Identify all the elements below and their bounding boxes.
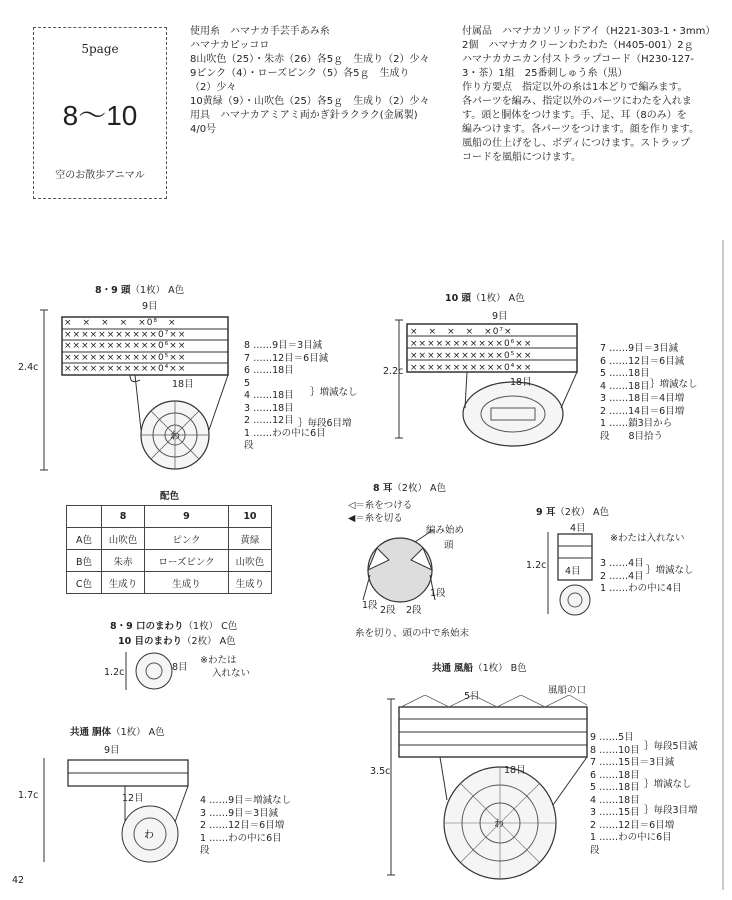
body-mid-label: 12目: [122, 793, 144, 804]
materials-line: 4/0号: [190, 124, 217, 135]
ear9-brace: ｝増減なし: [646, 565, 694, 576]
ear9-heading: 9 耳（2枚） A色: [536, 507, 609, 518]
ear9-size: 1.2c: [526, 560, 547, 571]
stitch-row: ×××××××××××0⁶××: [410, 339, 533, 349]
pattern-number: 8～10: [62, 100, 138, 131]
materials-line: す。頭と胴体をつけます。手、足、耳（8のみ）を: [462, 110, 687, 121]
balloon-row-list: 9 ……5目 8 ……10目 7 ……15目＝3目減 6 ……18目 5 ……18目 4 ……18目 3 ……15目 2 ……12目＝6目増 1 ……わの中に6目 段: [590, 732, 675, 856]
balloon-mid-label: 18目: [504, 765, 526, 776]
body-size: 1.7c: [18, 790, 39, 801]
head10-brace: ｝増減なし: [650, 379, 698, 390]
materials-right: [462, 25, 724, 165]
balloon-brace3: ｝毎段3目増: [644, 805, 698, 816]
color-table: [66, 505, 272, 594]
head89-row-list: 8 ……9目＝3目減 7 ……12目＝6目減 6 ……18目 5 4 ……18目 3 ……18目 2 ……12目 1 ……わの中に6目 段: [244, 340, 329, 451]
materials-line: ハマナカカニカン付ストラップコード（H230-127-: [462, 54, 695, 65]
stitch-row: ×××××××××××0⁶××: [64, 341, 187, 351]
materials-line: 3・茶）1組 25番刺しゅう糸（黒）: [462, 68, 628, 79]
materials-left: [190, 25, 450, 137]
pattern-subtitle: 空のお散歩アニマル: [55, 170, 145, 181]
head89-stitch-rows: [64, 318, 226, 376]
head89-size: 2.4c: [18, 362, 39, 373]
mouth-label: 8目: [172, 662, 188, 673]
page-label: 5page: [81, 42, 119, 56]
ear8-row-1b: 1段: [430, 588, 446, 599]
materials-line: 2個 ハマナカクリーンわたわた（H405-001）2ｇ: [462, 40, 694, 51]
materials-line: ハマナカピッコロ: [190, 40, 270, 51]
head10-stitch-rows: [410, 326, 578, 374]
materials-line: 使用糸 ハマナカ手芸手あみ糸: [190, 26, 330, 37]
head89-heading: 8・9 頭（1枚） A色: [95, 285, 185, 296]
balloon-size: 3.5c: [370, 766, 391, 777]
ear8-legend-attach: ◁＝糸をつける: [348, 500, 413, 511]
mouth-note1: ※わたは: [200, 655, 237, 666]
stitch-row: ×××××××××××0⁷××: [64, 329, 187, 340]
stitch-row: ×××××××××××0⁵××: [64, 352, 187, 363]
materials-line: 付属品 ハマナカソリッドアイ（H221-303-1・3mm）: [462, 26, 716, 37]
body-diagram: [40, 752, 200, 870]
ear8-heading: 8 耳（2枚） A色: [373, 483, 446, 494]
ear9-top-label: 4目: [570, 523, 586, 534]
materials-line: 風船の仕上げをし、ボディにつけます。ストラップ: [462, 138, 690, 149]
stitch-row: ×××××××××××0⁴××: [410, 363, 533, 373]
mouth-size: 1.2c: [104, 667, 125, 678]
materials-line: 作り方要点 指定以外の糸は1本どりで編みます。: [462, 82, 688, 93]
mouth-note2: 入れない: [212, 668, 251, 679]
materials-line: 9ピンク（4）・ローズピンク（5）各5ｇ 生成り: [190, 68, 410, 79]
head89-brace2: ｝毎段6目増: [298, 418, 352, 429]
table-row: 8 9 10: [67, 506, 272, 528]
head89-brace1: ｝増減なし: [310, 387, 358, 398]
ear8-row-1: 1段: [362, 600, 378, 611]
materials-line: 用具 ハマナカアミアミ両かぎ針ラクラク(金属製): [190, 110, 418, 121]
mouth-heading1: 8・9 口のまわり（1枚） C色: [110, 621, 238, 632]
balloon-mouth-label: 風船の口: [548, 685, 587, 696]
table-row: B色 朱赤 ローズピンク 山吹色: [67, 550, 272, 572]
body-top-label: 9目: [104, 745, 120, 756]
ear8-note: 糸を切り、頭の中で糸始末: [355, 628, 470, 639]
mouth-diagram: [120, 648, 180, 694]
head89-top-label: 9目: [142, 301, 158, 312]
head10-size: 2.2c: [383, 366, 404, 377]
stitch-row: × × × × ×0⁷×: [410, 327, 513, 337]
stitch-row: ×××××××××××0⁵××: [410, 351, 533, 361]
page-number: 42: [12, 875, 25, 886]
materials-line: 10黄緑（9）・山吹色（25）各5ｇ 生成り（2）少々: [190, 96, 430, 107]
head10-heading: 10 頭（1枚） A色: [445, 293, 525, 304]
ear8-legend-cut: ◀＝糸を切る: [348, 513, 403, 524]
ear8-row-2b: 2段: [406, 605, 422, 616]
body-heading: 共通 胴体（1枚） A色: [70, 727, 165, 738]
title-box: [33, 27, 167, 199]
stitch-row: × × × × ×0⁸ ×: [64, 318, 177, 328]
ear8-label-start: 編み始め: [426, 525, 465, 536]
materials-line: 各パーツを編み、指定以外のパーツにわたを入れま: [462, 96, 692, 107]
stitch-row: ×××××××××××0⁴××: [64, 364, 187, 374]
materials-line: コードを風船につけます。: [462, 152, 581, 163]
body-row-list: 4 ……9目＝増減なし 3 ……9目＝3目減 2 ……12目＝6目増 1 ……わの中に6目 段: [200, 795, 292, 856]
ear9-row-list: 3 ……4目 2 ……4目 1 ……わの中に4目: [600, 558, 682, 594]
head10-top-label: 9目: [492, 311, 508, 322]
page-edge-stripe: [722, 240, 724, 890]
head89-mid-label: 18目: [172, 379, 194, 390]
head10-mid-label: 18目: [510, 377, 532, 388]
ear9-note: ※わたは入れない: [610, 533, 685, 544]
mouth-heading2: 10 目のまわり（2枚） A色: [118, 636, 236, 647]
svg-text:わ: わ: [144, 830, 154, 841]
balloon-top-label: 5目: [464, 691, 480, 702]
table-row: A色 山吹色 ピンク 黄緑: [67, 528, 272, 550]
balloon-brace1: ｝毎段5目減: [644, 741, 698, 752]
balloon-diagram: [385, 695, 590, 885]
balloon-brace2: ｝増減なし: [644, 779, 692, 790]
materials-line: （2）少々: [190, 82, 237, 93]
svg-text:わ: わ: [170, 431, 180, 442]
table-row: C色 生成り 生成り 生成り: [67, 572, 272, 594]
balloon-heading: 共通 風船（1枚） B色: [432, 663, 527, 674]
svg-text:わ: わ: [494, 819, 504, 830]
ear8-label-head: 頭: [444, 540, 454, 551]
ear8-row-2: 2段: [380, 605, 396, 616]
ear9-inner-label: 4目: [565, 566, 581, 577]
head10-row-list: 7 ……9目＝3目減 6 ……12目＝6目減 5 ……18目 4 ……18目 3 ……18目＝4目増 2 ……14目＝6目増 1 ……鎖3目から 段 8目拾う: [600, 343, 685, 442]
materials-line: 8山吹色（25）・朱赤（26）各5ｇ 生成り（2）少々: [190, 54, 430, 65]
color-table-title: 配色: [160, 491, 180, 502]
materials-line: 編みつけます。各パーツをつけます。顔を作ります。: [462, 124, 699, 135]
